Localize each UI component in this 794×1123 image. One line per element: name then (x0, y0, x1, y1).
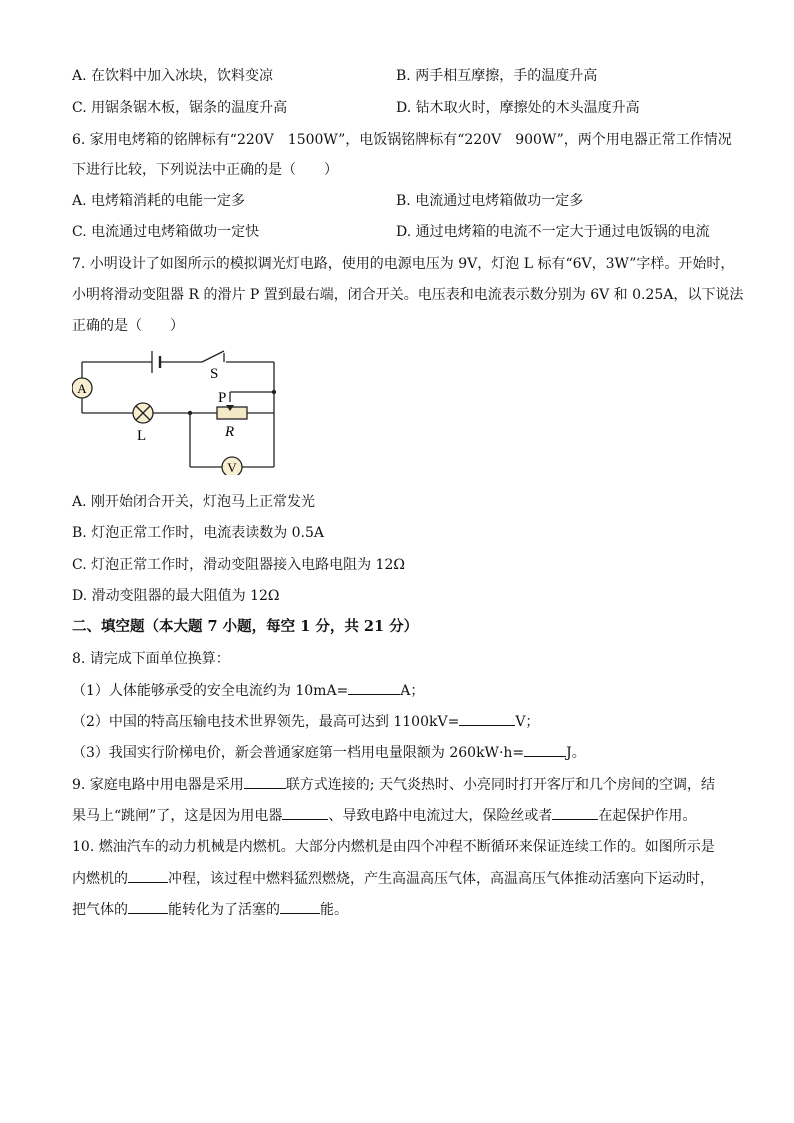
q5-option-d: D. 钻木取火时，摩擦处的木头温度升高 (396, 100, 640, 116)
answer-blank[interactable] (280, 899, 320, 914)
q9-text-2: 联方式连接的; 天气炎热时、小亮同时打开客厅和几个房间的空调，结 (285, 777, 715, 793)
q5-option-c: C. 用锯条锯木板，锯条的温度升高 (72, 100, 288, 116)
q6-option-a: A. 电烤箱消耗的电能一定多 (72, 193, 246, 209)
q6-stem-line-2: 下进行比较，下列说法中正确的是（ ） (72, 162, 338, 178)
q10-line-2 (72, 868, 714, 889)
q6-option-b: B. 电流通过电烤箱做功一定多 (396, 193, 584, 209)
q6-option-d: D. 通过电烤箱的电流不一定大于通过电饭锅的电流 (396, 224, 710, 240)
lamp-label: L (137, 428, 147, 444)
q9-line-2 (72, 805, 696, 826)
q6-option-c: C. 电流通过电烤箱做功一定快 (72, 224, 260, 240)
q8-part-1 (72, 680, 424, 701)
q9-text-4: 、导致电路中电流过大，保险丝或者 (328, 808, 553, 824)
q7-stem-line-2: 小明将滑动变阻器 R 的滑片 P 置到最右端，闭合开关。电压表和电流表示数分别为 6V 和 0.25A，以下说法 (72, 287, 744, 303)
answer-blank[interactable] (282, 805, 328, 820)
q8-part-2-unit: V； (515, 714, 540, 730)
q7-option-b: B. 灯泡正常工作时，电流表读数为 0.5A (72, 525, 325, 541)
q5-option-a: A. 在饮料中加入冰块，饮料变凉 (72, 68, 274, 84)
ammeter-label: A (77, 381, 87, 396)
q8-part-3-text: （3）我国实行阶梯电价，新会普通家庭第一档用电量限额为 260kW·h= (72, 745, 525, 761)
rheostat-body (217, 407, 247, 419)
voltmeter-label: V (227, 460, 237, 475)
q8-part-2 (72, 711, 539, 732)
q8-part-3 (72, 742, 586, 763)
q10-line-1: 10. 燃油汽车的动力机械是内燃机。大部分内燃机是由四个冲程不断循环来保证连续工作的。如图所示是 (72, 839, 715, 855)
q10-text-2: 冲程，该过程中燃料猛烈燃烧，产生高温高压气体，高温高压气体推动活塞向下运动时， (168, 871, 714, 887)
q8-part-1-unit: A； (400, 683, 425, 699)
q8-part-3-unit: J。 (566, 745, 586, 761)
q7-option-a: A. 刚开始闭合开关，灯泡马上正常发光 (72, 494, 316, 510)
answer-blank[interactable] (348, 680, 400, 695)
q10-text-4: 能转化为了活塞的 (168, 902, 280, 918)
slider-label: P (218, 390, 227, 406)
q7-stem-line-3: 正确的是（ ） (72, 318, 184, 334)
q5-option-b: B. 两手相互摩擦，手的温度升高 (396, 68, 598, 84)
section-title: 二、填空题（本大题 7 小题，每空 1 分，共 21 分） (72, 618, 419, 635)
q8-part-1-text: （1）人体能够承受的安全电流约为 10mA= (72, 683, 349, 699)
junction-dot (272, 390, 276, 394)
q10-text-5: 能。 (320, 902, 348, 918)
answer-blank[interactable] (244, 774, 286, 789)
q9-text-5: 在起保护作用。 (598, 808, 697, 824)
circuit-diagram (72, 345, 292, 475)
q9-line-1 (72, 774, 715, 795)
q9-text-1: 9. 家庭电路中用电器是采用 (72, 777, 244, 793)
q7-option-d: D. 滑动变阻器的最大阻值为 12Ω (72, 588, 280, 604)
q8-part-2-text: （2）中国的特高压输电技术世界领先，最高可达到 1100kV= (72, 714, 460, 730)
q10-line-3 (72, 899, 348, 920)
q8-stem: 8. 请完成下面单位换算： (72, 651, 230, 667)
q7-stem-line-1: 7. 小明设计了如图所示的模拟调光灯电路，使用的电源电压为 9V，灯泡 L 标有“6V，3W”字样。开始时， (72, 256, 735, 272)
q9-text-3: 果马上“跳闸”了，这是因为用电器 (72, 808, 283, 824)
rheostat-label: R (225, 424, 235, 440)
answer-blank[interactable] (128, 868, 168, 883)
q10-text-1: 内燃机的 (72, 871, 128, 887)
answer-blank[interactable] (552, 805, 598, 820)
switch-label: S (210, 366, 219, 382)
q7-option-c: C. 灯泡正常工作时，滑动变阻器接入电路电阻为 12Ω (72, 557, 405, 573)
answer-blank[interactable] (459, 711, 515, 726)
answer-blank[interactable] (128, 899, 168, 914)
q6-stem-line-1: 6. 家用电烤箱的铭牌标有“220V 1500W”，电饭锅铭牌标有“220V 900W”，两个用电器正常工作情况 (72, 132, 732, 148)
q10-text-3: 把气体的 (72, 902, 128, 918)
answer-blank[interactable] (524, 742, 566, 757)
junction-dot (188, 411, 192, 415)
